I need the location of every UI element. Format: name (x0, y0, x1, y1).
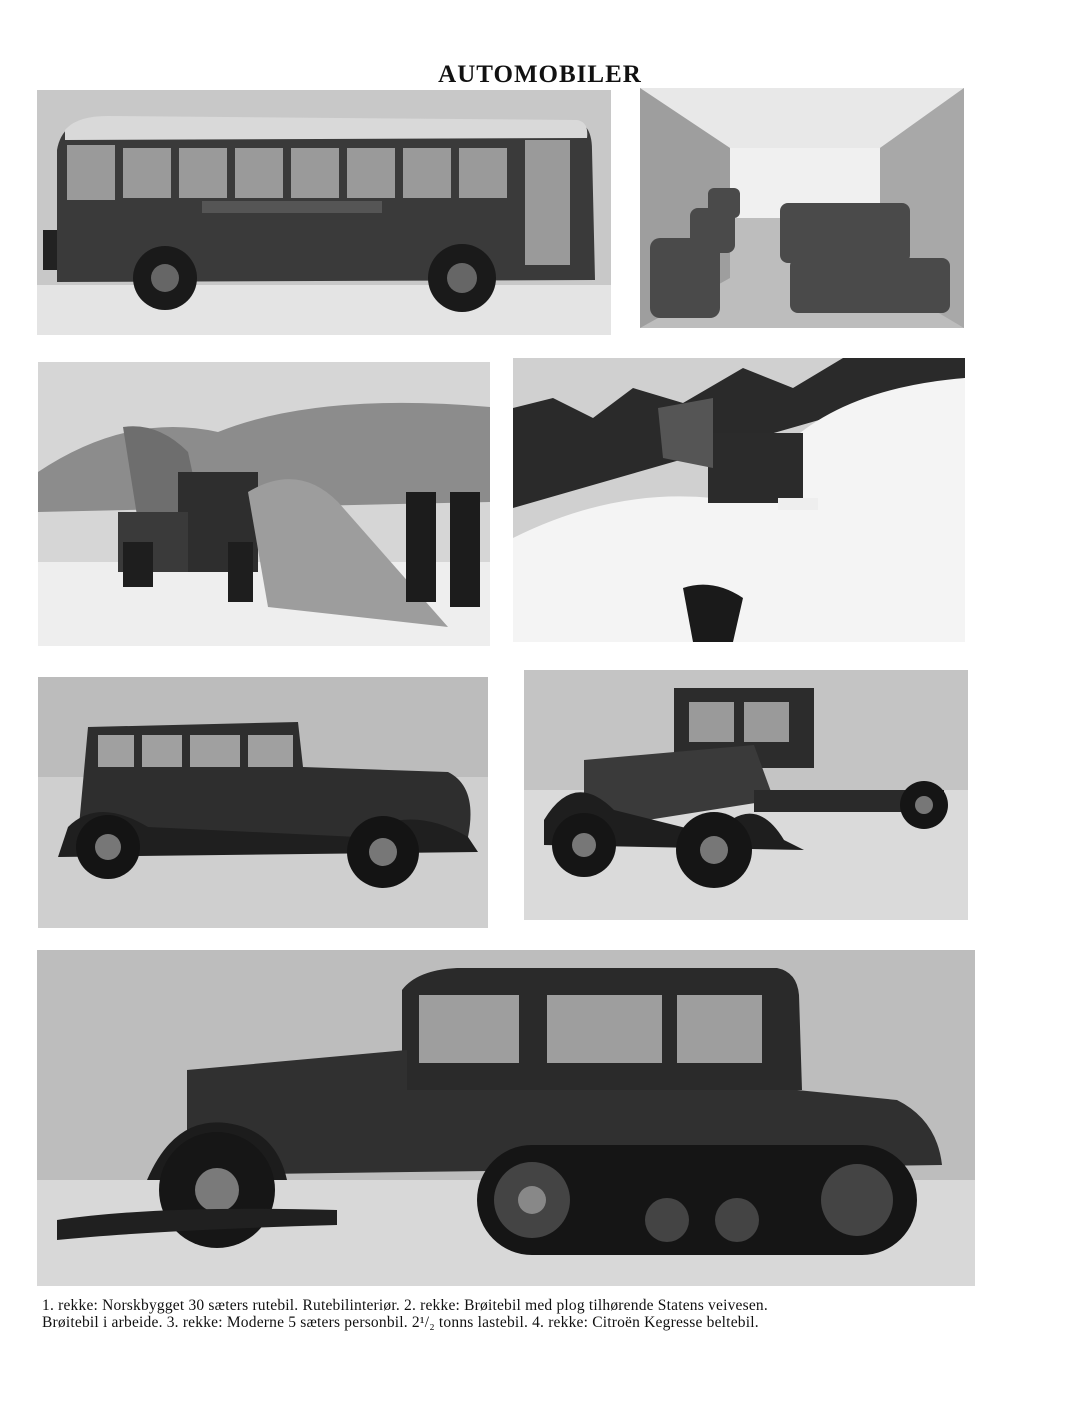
page-title: AUTOMOBILER (438, 60, 642, 88)
sedan-photo (38, 677, 488, 928)
lorry-photo (524, 670, 968, 920)
halftrack-photo (37, 950, 975, 1286)
caption-line-1: 1. rekke: Norskbygget 30 sæters rutebil. Rutebilinteriør. 2. rekke: Brøitebil med plog tilhørende Statens veivesen. (42, 1297, 768, 1314)
bus-interior-photo (640, 88, 964, 328)
caption-line-2: Brøitebil i arbeide. 3. rekke: Moderne 5 sæters personbil. 2¹/₂ tonns lastebil. 4. rekke: Citroën Kegresse beltebil. (42, 1314, 759, 1331)
bus-photo (37, 90, 611, 335)
snowplow-working-photo (513, 358, 965, 642)
caption (42, 1297, 1042, 1331)
snowplow-truck-photo (38, 362, 490, 646)
